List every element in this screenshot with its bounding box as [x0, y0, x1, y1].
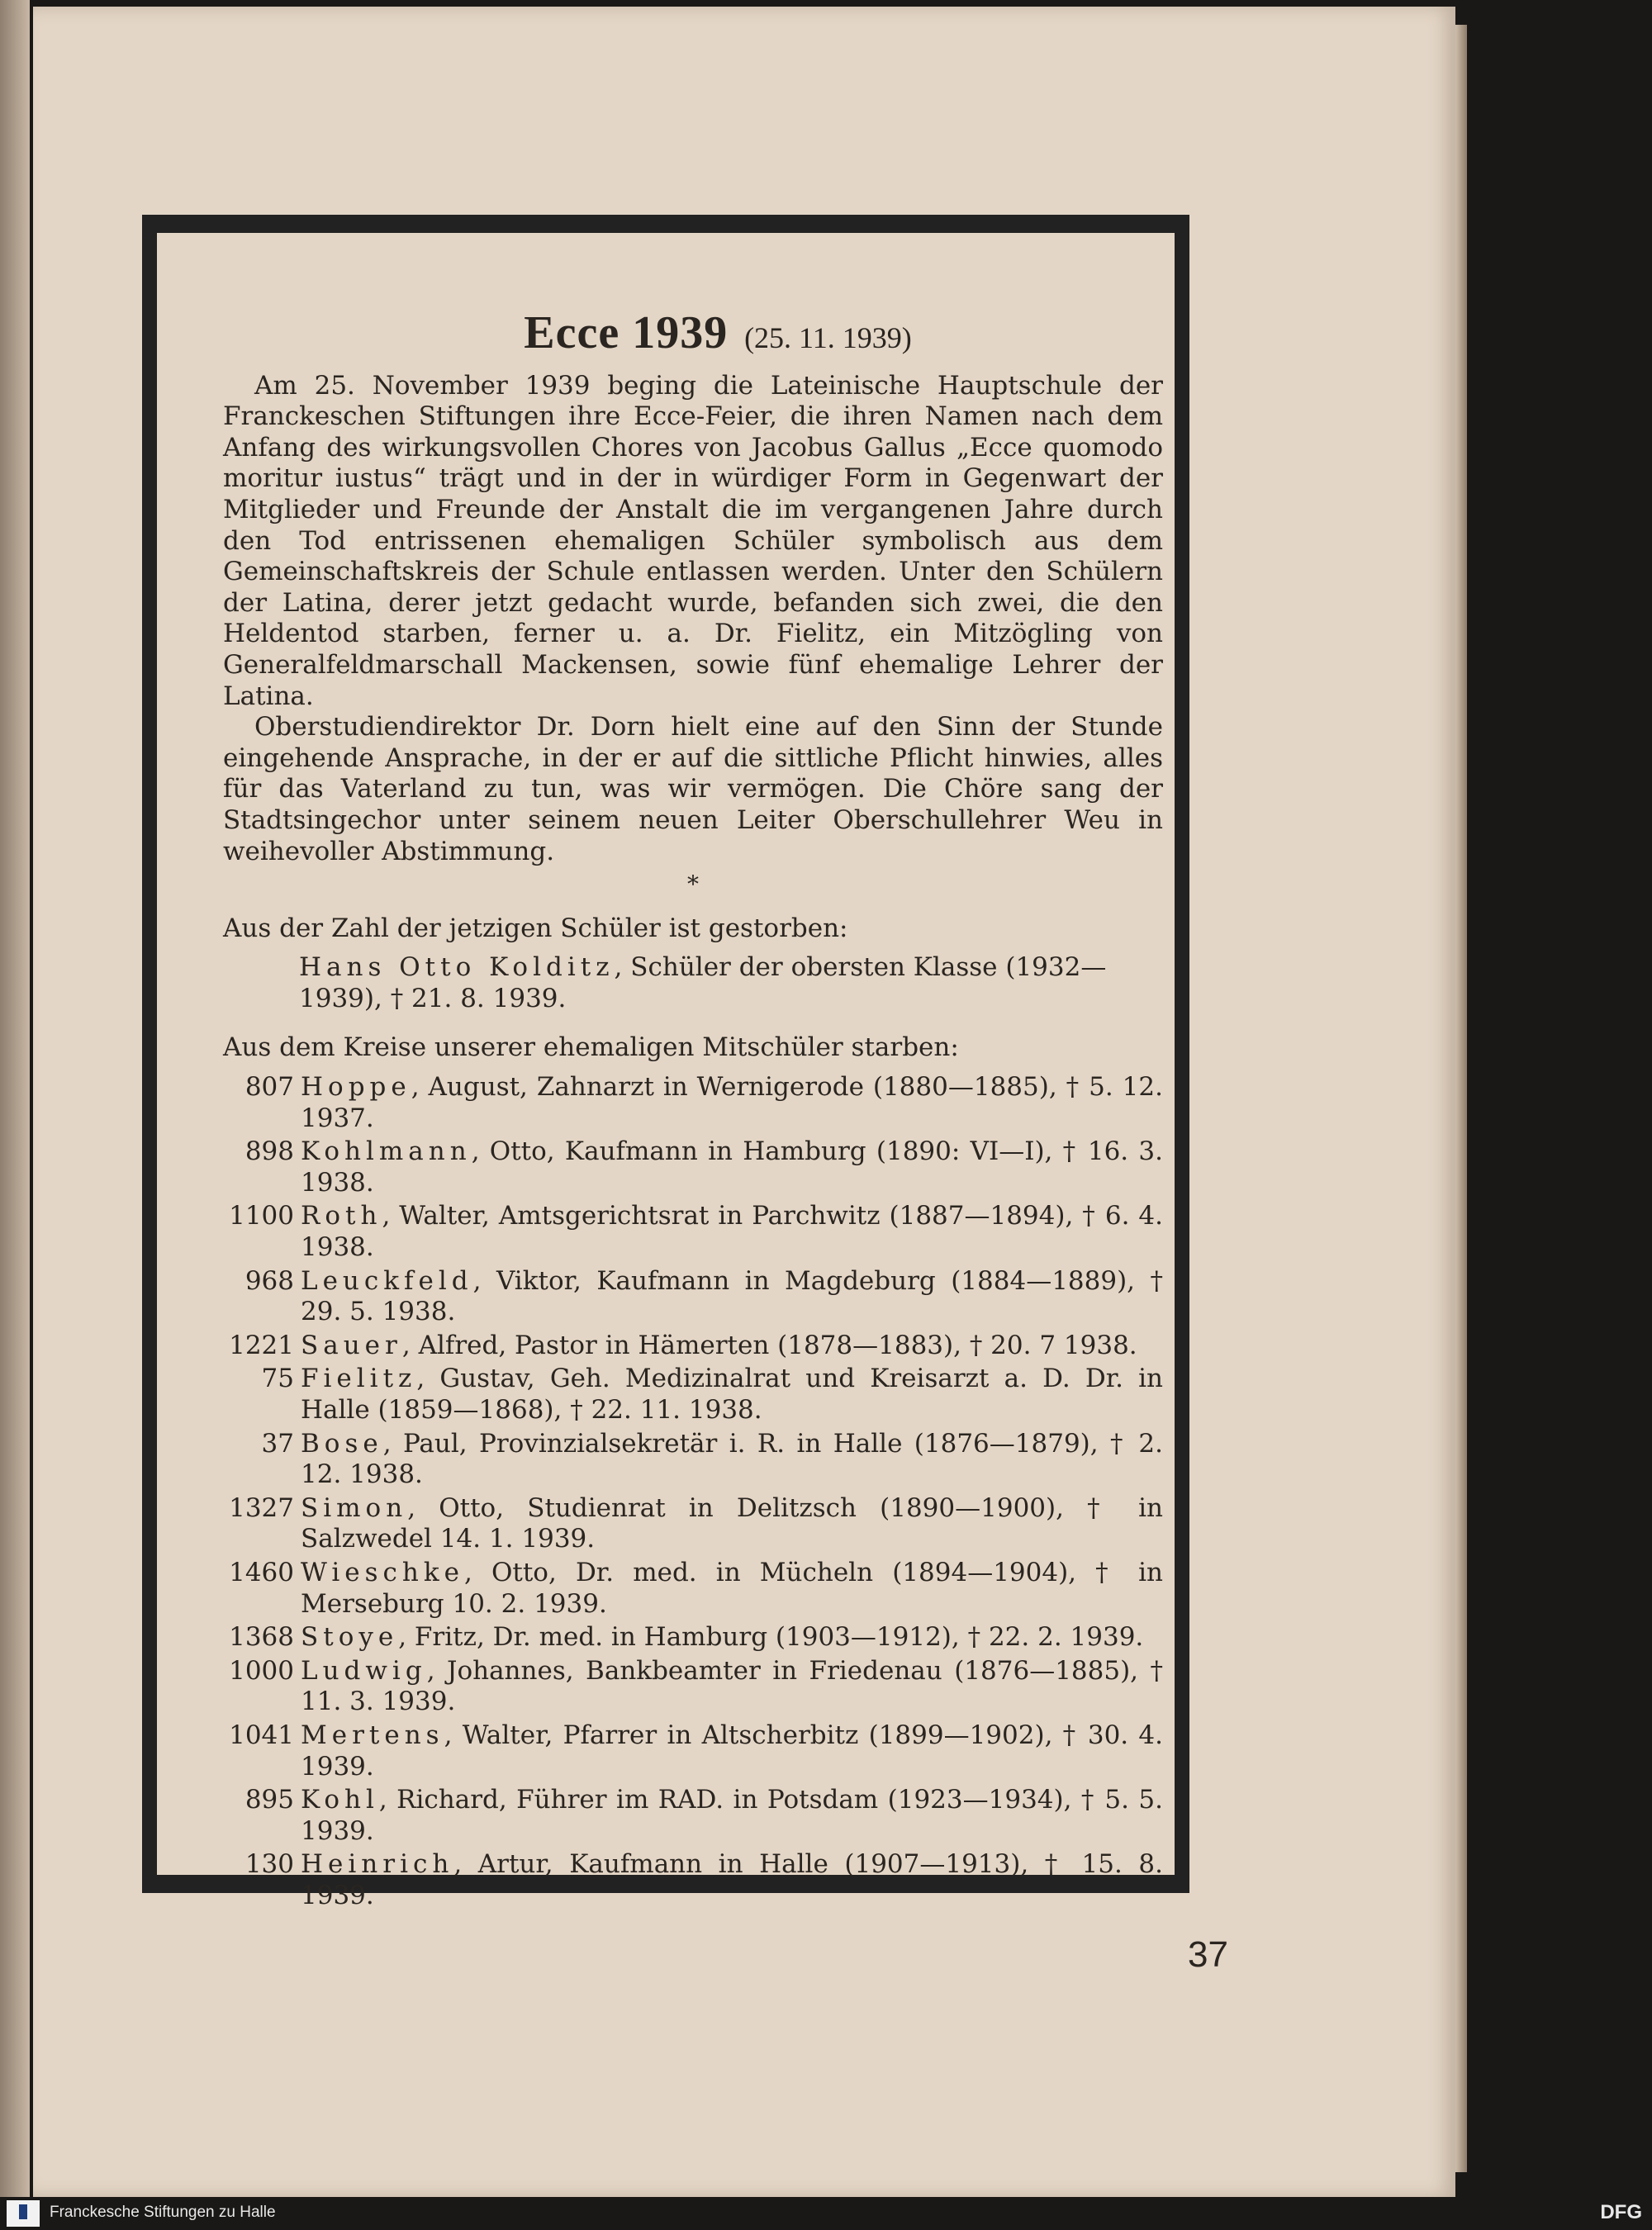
footer-bar	[0, 2197, 1652, 2230]
entry-details: , Richard, Führer im RAD. in Potsdam (1923—1934), † 5. 5. 1939.	[301, 1785, 1163, 1846]
separator-asterisk: *	[687, 871, 699, 899]
dfg-logo: DFG	[1600, 2201, 1642, 2223]
entry-details: , Otto, Studienrat in Delitzsch (1890—1900), † in Salzwedel 14. 1. 1939.	[301, 1492, 1163, 1554]
entry-details: , Alfred, Pastor in Hämerten (1878—1883), † 20. 7 1938.	[401, 1330, 1137, 1360]
entry-text	[301, 1201, 1163, 1263]
entry-details: , Artur, Kaufmann in Halle (1907—1913), † 15. 8. 1939.	[301, 1849, 1163, 1910]
entry-number: 75	[261, 1364, 294, 1394]
entry-name: Stoye	[301, 1622, 399, 1653]
entry-number: 1368	[229, 1622, 294, 1653]
list-item	[223, 1331, 1163, 1362]
list-item	[223, 1072, 1163, 1134]
entry-name: Bose	[301, 1428, 383, 1459]
page-edge-shadow	[1455, 25, 1467, 2172]
entry-text	[301, 1364, 1163, 1426]
intro-paragraph: Am 25. November 1939 beging die Lateinische Hauptschule der Franckeschen Stiftungen ihre Ecce-Feier, die ihren Namen nach dem Anfang des wirkungsvollen Chores von Jacobus Gallus „Ecce quomodo moritur iustus“ trägt und in der in würdiger Form in Gegenwart der Mitglieder und Freunde der Anstalt die im vergangenen Jahre durch den Tod entrissenen ehemaligen Schüler symbolisch aus dem Gemeinschaftskreis der Schule entlassen werden. Unter den Schülern der Latina, derer jetzt gedacht wurde, befanden sich zwei, die den Heldentod starben, ferner u. a. Dr. Fielitz, ein Mitzögling von Generalfeldmarschall Mackensen, sowie fünf ehemalige Lehrer der Latina.	[223, 370, 1163, 711]
entry-number: 895	[244, 1785, 294, 1815]
list-item	[223, 1558, 1163, 1620]
entry-details: , Otto, Dr. med. in Mücheln (1894—1904), † in Merseburg 10. 2. 1939.	[301, 1557, 1163, 1619]
entry-number: 807	[244, 1072, 294, 1103]
entry-text	[301, 1622, 1163, 1654]
list-item	[223, 1201, 1163, 1263]
entry-number: 130	[244, 1849, 294, 1880]
entry-text	[301, 1429, 1163, 1491]
entry-text	[301, 1785, 1163, 1847]
entry-number: 1327	[229, 1492, 294, 1523]
former-students-heading: Aus dem Kreise unserer ehemaligen Mitschüler starben:	[223, 1032, 959, 1063]
entry-number: 1100	[229, 1201, 294, 1231]
entry-details: , Paul, Provinzialsekretär i. R. in Halle (1876—1879), † 2. 12. 1938.	[301, 1428, 1163, 1490]
entry-text	[301, 1072, 1163, 1134]
entry-text	[301, 1136, 1163, 1198]
current-students-heading: Aus der Zahl der jetzigen Schüler ist gestorben:	[223, 913, 848, 943]
entry-name: Heinrich	[301, 1849, 454, 1880]
entry-name: Sauer	[301, 1330, 402, 1360]
entry-details: , Gustav, Geh. Medizinalrat und Kreisarzt a. D. Dr. in Halle (1859—1868), † 22. 11. 1938.	[301, 1364, 1163, 1425]
entry-text	[301, 1720, 1163, 1782]
list-item	[223, 1429, 1163, 1491]
entry-text	[301, 1493, 1163, 1555]
list-item	[223, 1364, 1163, 1426]
entry-details: , August, Zahnarzt in Wernigerode (1880—1885), † 5. 12. 1937.	[301, 1072, 1163, 1133]
entry-number: 37	[261, 1428, 294, 1459]
entry-name: Kohl	[301, 1785, 379, 1815]
student-details: , Schüler der obersten Klasse (1932—1939), † 21. 8. 1939.	[299, 952, 1107, 1013]
entry-number: 1460	[229, 1557, 294, 1587]
entry-number: 968	[244, 1265, 294, 1296]
entry-name: Hoppe	[301, 1072, 411, 1103]
entry-name: Kohlmann	[301, 1136, 472, 1167]
list-item	[223, 1622, 1163, 1654]
entry-text	[301, 1558, 1163, 1620]
entry-name: Wieschke	[301, 1557, 464, 1587]
former-students-list	[223, 1072, 1163, 1911]
page-number: 37	[1188, 1934, 1228, 1975]
list-item	[223, 1493, 1163, 1555]
entry-name: Simon	[301, 1492, 408, 1523]
entry-number: 1041	[229, 1720, 294, 1750]
entry-text	[301, 1331, 1163, 1362]
entry-name: Leuckfeld	[301, 1265, 473, 1296]
list-item	[223, 1136, 1163, 1198]
entry-name: Roth	[301, 1201, 382, 1231]
list-item	[223, 1266, 1163, 1328]
entry-details: , Walter, Pfarrer in Altscherbitz (1899—1902), † 30. 4. 1939.	[301, 1720, 1163, 1782]
heading	[273, 307, 1163, 358]
list-item	[223, 1785, 1163, 1847]
frame-content	[223, 307, 1163, 1914]
speech-paragraph: Oberstudiendirektor Dr. Dorn hielt eine auf den Sinn der Stunde eingehende Ansprache, in der er auf die sittliche Pflicht hinwies, alles für das Vaterland zu tun, was wir vermögen. Die Chöre sang der Stadtsingechor unter seinem neuen Leiter Oberschullehrer Weu in weihevoller Abstimmung.	[223, 712, 1163, 866]
title-date: (25. 11. 1939)	[744, 321, 912, 354]
entry-text	[301, 1656, 1163, 1718]
entry-number: 898	[244, 1136, 294, 1167]
current-student-entry	[223, 952, 1163, 1014]
institution-name[interactable]: Franckesche Stiftungen zu Halle	[50, 2204, 276, 2221]
page-title: Ecce 1939	[524, 307, 729, 358]
entry-details: , Walter, Amtsgerichtsrat in Parchwitz (1887—1894), † 6. 4. 1938.	[301, 1201, 1163, 1263]
entry-number: 1221	[229, 1330, 294, 1360]
entry-text	[301, 1849, 1163, 1911]
entry-details: , Fritz, Dr. med. in Hamburg (1903—1912), † 22. 2. 1939.	[398, 1622, 1144, 1653]
entry-details: , Otto, Kaufmann in Hamburg (1890: VI—I), † 16. 3. 1938.	[301, 1136, 1163, 1198]
institution-logo-icon	[7, 2200, 40, 2227]
entry-name: Fielitz	[301, 1364, 417, 1394]
list-item	[223, 1849, 1163, 1911]
list-item	[223, 1720, 1163, 1782]
entry-name: Ludwig	[301, 1655, 427, 1686]
entry-number: 1000	[229, 1655, 294, 1686]
entry-details: , Johannes, Bankbeamter in Friedenau (1876—1885), † 11. 3. 1939.	[301, 1655, 1163, 1717]
previous-page-edge	[0, 0, 30, 2230]
entry-details: , Viktor, Kaufmann in Magdeburg (1884—1889), † 29. 5. 1938.	[301, 1265, 1163, 1327]
list-item	[223, 1656, 1163, 1718]
entry-name: Mertens	[301, 1720, 444, 1750]
student-name: Hans Otto Kolditz	[299, 952, 615, 983]
entry-text	[301, 1266, 1163, 1328]
